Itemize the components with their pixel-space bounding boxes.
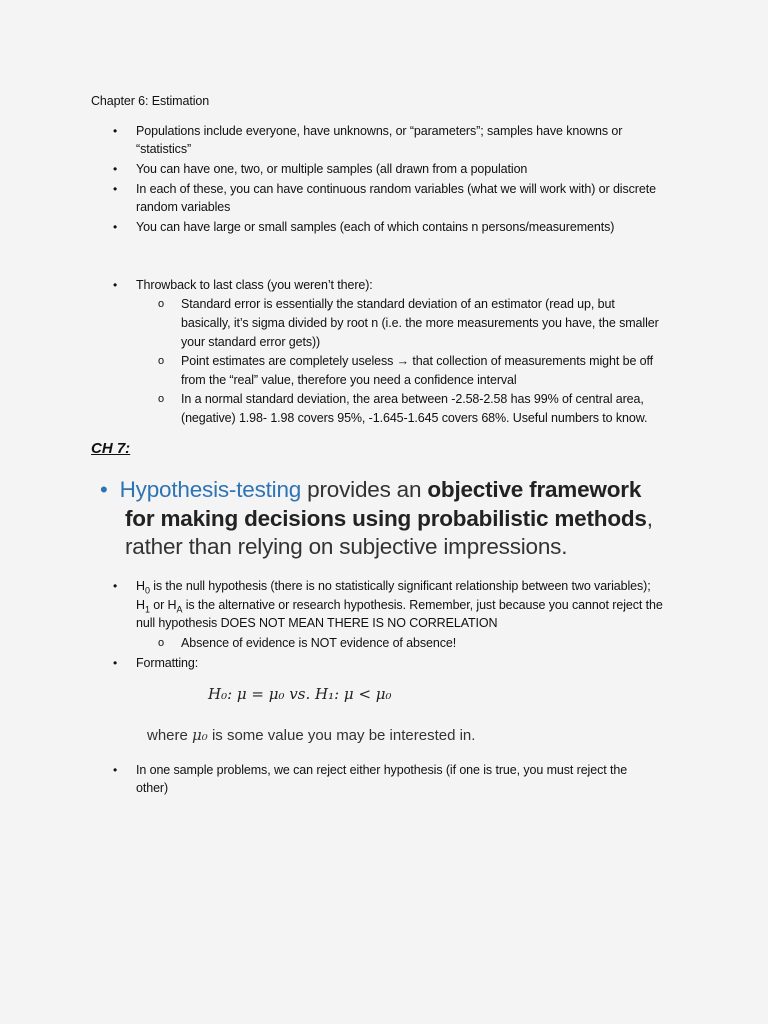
bullet-icon — [113, 276, 117, 294]
bullet-text: Populations include everyone, have unknowns, or “parameters”; samples have knowns or — [136, 124, 623, 138]
chapter-6-title: Chapter 6: Estimation — [91, 94, 210, 108]
chapter-7-heading: CH 7: — [91, 440, 131, 457]
bullet-icon — [113, 577, 117, 595]
sub-bullet-text: (negative) 1.98- 1.98 covers 95%, -1.645-1.645 covers 68%. Useful numbers to know. — [181, 411, 648, 425]
formatting-label: Formatting: — [136, 656, 199, 670]
hypothesis-formula: H₀: μ = μ₀ vs. H₁: μ < μ₀ — [208, 685, 392, 703]
sub-bullet-text: your standard error gets)) — [181, 335, 321, 349]
slide-bullet-icon: • — [100, 477, 108, 502]
bullet-text: You can have large or small samples (each of which contains n persons/measurements) — [136, 220, 615, 234]
hypothesis-slide-line-1: • Hypothesis-testing provides an objective framework — [100, 477, 642, 502]
bullet-text: You can have one, two, or multiple samples (all drawn from a population — [136, 162, 528, 176]
sub-bullet-text: from the “real” value, therefore you need a confidence interval — [181, 373, 517, 387]
h0-definition: $H_0$ is the null hypothesis (there is no statistically significant relationship between two variables); — [136, 579, 651, 596]
h1-definition: $H_1$ or $H_A$ is the alternative or research hypothesis. Remember, just because you cannot reject the — [136, 598, 663, 615]
sub-bullet-text: In a normal standard deviation, the area between -2.58-2.58 has 99% of central area, — [181, 392, 644, 406]
hypothesis-slide-line-3: rather than relying on subjective impressions. — [125, 534, 568, 559]
sub-bullet-text: basically, it’s sigma divided by root n (i.e. the more measurements you have, the smaller — [181, 316, 659, 330]
bullet-icon — [113, 218, 117, 236]
bullet-text: random variables — [136, 200, 231, 214]
sub-bullet-icon — [158, 352, 164, 370]
bullet-text: Throwback to last class (you weren’t there): — [136, 278, 373, 292]
hypothesis-slide-line-2: for making decisions using probabilistic methods, — [125, 506, 653, 531]
bullet-icon — [113, 180, 117, 198]
bullet-text: other) — [136, 781, 169, 795]
bullet-icon — [113, 654, 117, 672]
bullet-text: null hypothesis DOES NOT MEAN THERE IS NO CORRELATION — [136, 616, 498, 630]
formula-note: where μ₀ is some value you may be interested in. — [147, 726, 476, 744]
bullet-text: In each of these, you can have continuous random variables (what we will work with) or discrete — [136, 182, 656, 196]
sub-bullet-text: Standard error is essentially the standard deviation of an estimator (read up, but — [181, 297, 615, 311]
bullet-text: “statistics” — [136, 142, 192, 156]
bullet-icon — [113, 122, 117, 140]
bullet-icon — [113, 761, 117, 779]
sub-bullet-icon — [158, 390, 164, 408]
sub-bullet-text: Absence of evidence is NOT evidence of absence! — [181, 636, 457, 650]
sub-bullet-icon — [158, 295, 164, 313]
sub-bullet-icon — [158, 634, 164, 652]
bullet-text: In one sample problems, we can reject either hypothesis (if one is true, you must reject the — [136, 763, 628, 777]
sub-bullet-text: Point estimates are completely useless → that collection of measurements might be off — [181, 354, 654, 368]
bullet-icon — [113, 160, 117, 178]
